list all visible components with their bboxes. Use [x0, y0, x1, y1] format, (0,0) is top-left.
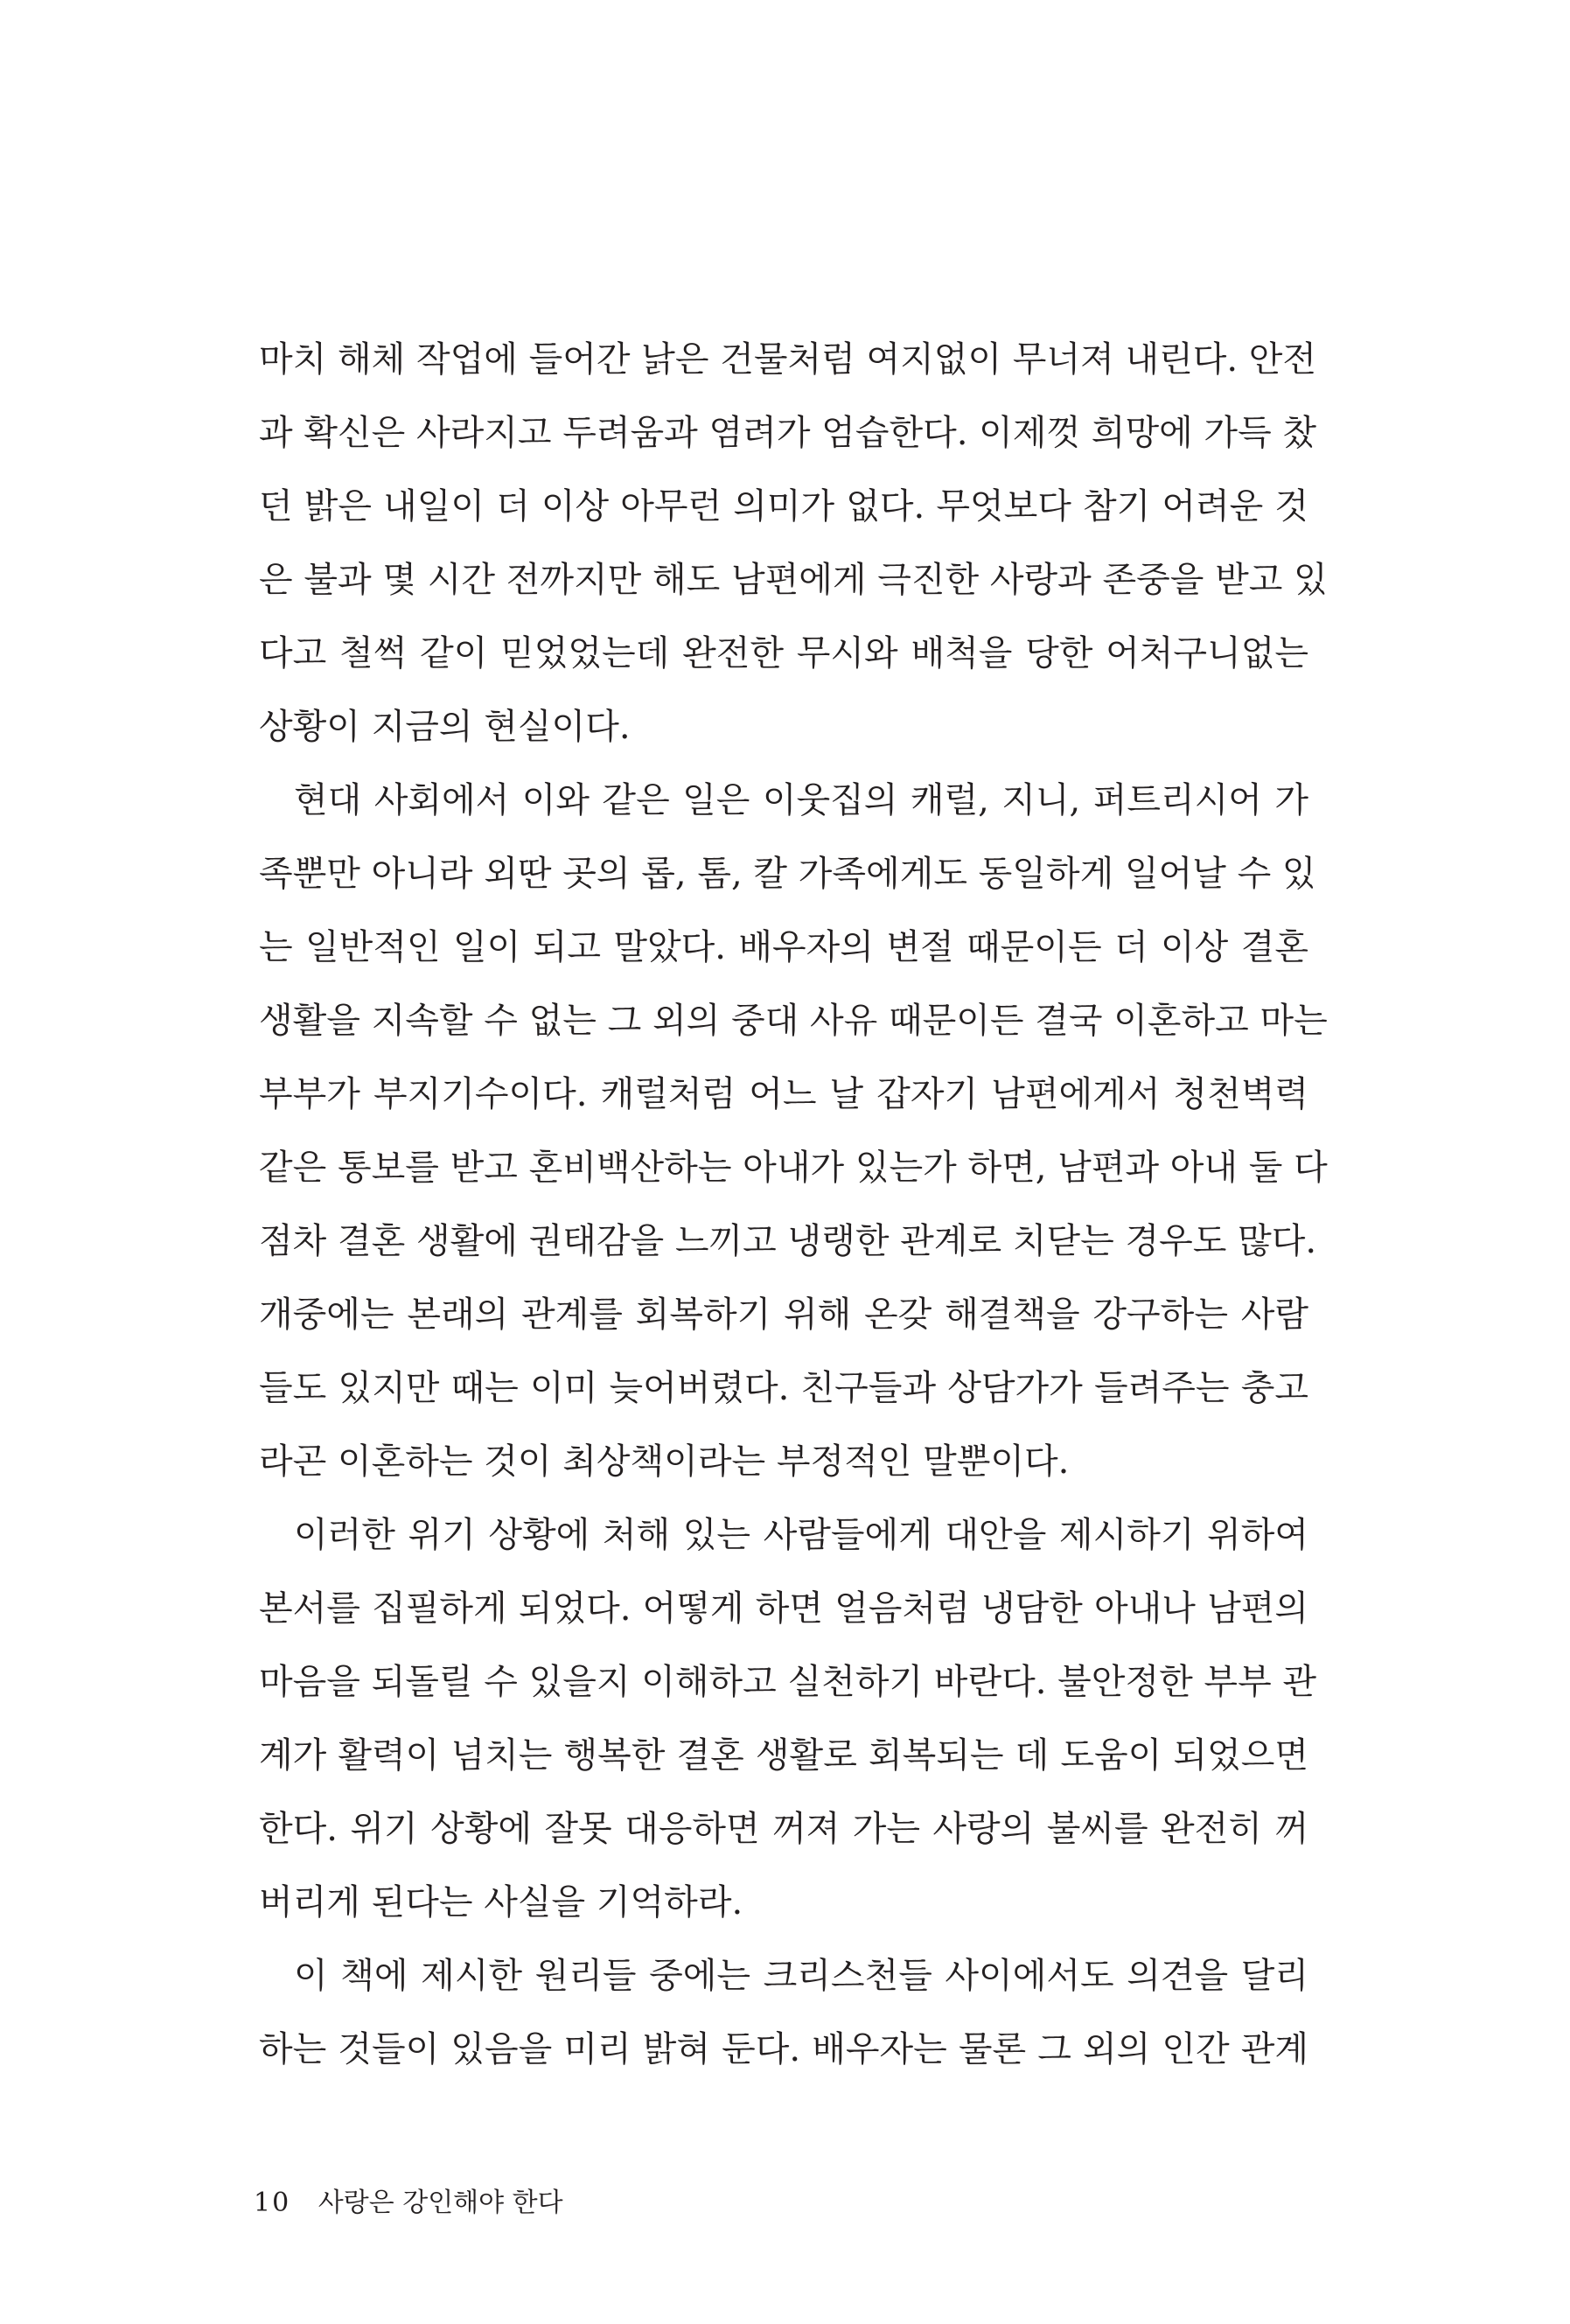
running-title: 사랑은 강인해야 한다 — [317, 2188, 563, 2218]
text-line: 본서를 집필하게 되었다. 어떻게 하면 얼음처럼 냉담한 아내나 남편의 — [259, 1588, 1308, 1629]
text-line: 들도 있지만 때는 이미 늦어버렸다. 친구들과 상담가가 들려주는 충고 — [259, 1368, 1308, 1408]
text-line: 부부가 부지기수이다. 캐럴처럼 어느 날 갑자기 남편에게서 청천벽력 — [259, 1074, 1308, 1114]
page-number: 10 — [254, 2188, 291, 2218]
text-line: 는 일반적인 일이 되고 말았다. 배우자의 변절 때문이든 더 이상 결혼 — [259, 927, 1308, 967]
text-line: 하는 것들이 있음을 미리 밝혀 둔다. 배우자는 물론 그 외의 인간 관계 — [259, 2029, 1308, 2069]
text-line: 던 밝은 내일이 더 이상 아무런 의미가 없다. 무엇보다 참기 어려운 것 — [259, 486, 1308, 527]
text-line: 다고 철썩 같이 믿었었는데 완전한 무시와 배척을 당한 어처구니없는 — [259, 633, 1308, 673]
text-line: 생활을 지속할 수 없는 그 외의 중대 사유 때문이든 결국 이혼하고 마는 — [259, 1001, 1328, 1041]
body-text — [259, 323, 1328, 2086]
text-line: 은 불과 몇 시간 전까지만 해도 남편에게 극진한 사랑과 존중을 받고 있 — [259, 560, 1328, 600]
text-line: 과 확신은 사라지고 두려움과 염려가 엄습한다. 이제껏 희망에 가득 찼 — [259, 413, 1317, 453]
text-line: 라곤 이혼하는 것이 최상책이라는 부정적인 말뿐이다. — [259, 1441, 1070, 1482]
text-line: 계가 활력이 넘치는 행복한 결혼 생활로 회복되는 데 도움이 되었으면 — [259, 1735, 1308, 1776]
text-line: 마음을 되돌릴 수 있을지 이해하고 실천하기 바란다. 불안정한 부부 관 — [259, 1662, 1317, 1702]
text-line: 개중에는 본래의 관계를 회복하기 위해 온갖 해결책을 강구하는 사람 — [259, 1295, 1308, 1335]
text-line: 한다. 위기 상황에 잘못 대응하면 꺼져 가는 사랑의 불씨를 완전히 꺼 — [259, 1809, 1308, 1849]
text-line: 현대 사회에서 이와 같은 일은 이웃집의 캐럴, 지니, 퍼트리시어 가 — [294, 780, 1308, 820]
text-line: 이러한 위기 상황에 처해 있는 사람들에게 대안을 제시하기 위하여 — [294, 1515, 1308, 1555]
text-line: 마치 해체 작업에 들어간 낡은 건물처럼 여지없이 무너져 내린다. 안전 — [259, 339, 1317, 380]
text-line: 버리게 된다는 사실을 기억하라. — [259, 1882, 743, 1923]
text-line: 이 책에 제시한 원리들 중에는 크리스천들 사이에서도 의견을 달리 — [294, 1956, 1308, 1996]
text-line: 족뿐만 아니라 외딴 곳의 롭, 톰, 칼 가족에게도 동일하게 일어날 수 있 — [259, 854, 1316, 894]
text-line: 같은 통보를 받고 혼비백산하는 아내가 있는가 하면, 남편과 아내 둘 다 — [259, 1148, 1328, 1188]
text-line: 점차 결혼 생활에 권태감을 느끼고 냉랭한 관계로 치닫는 경우도 많다. — [259, 1221, 1317, 1261]
text-line: 상황이 지금의 현실이다. — [259, 707, 631, 747]
page-footer — [254, 2186, 563, 2221]
